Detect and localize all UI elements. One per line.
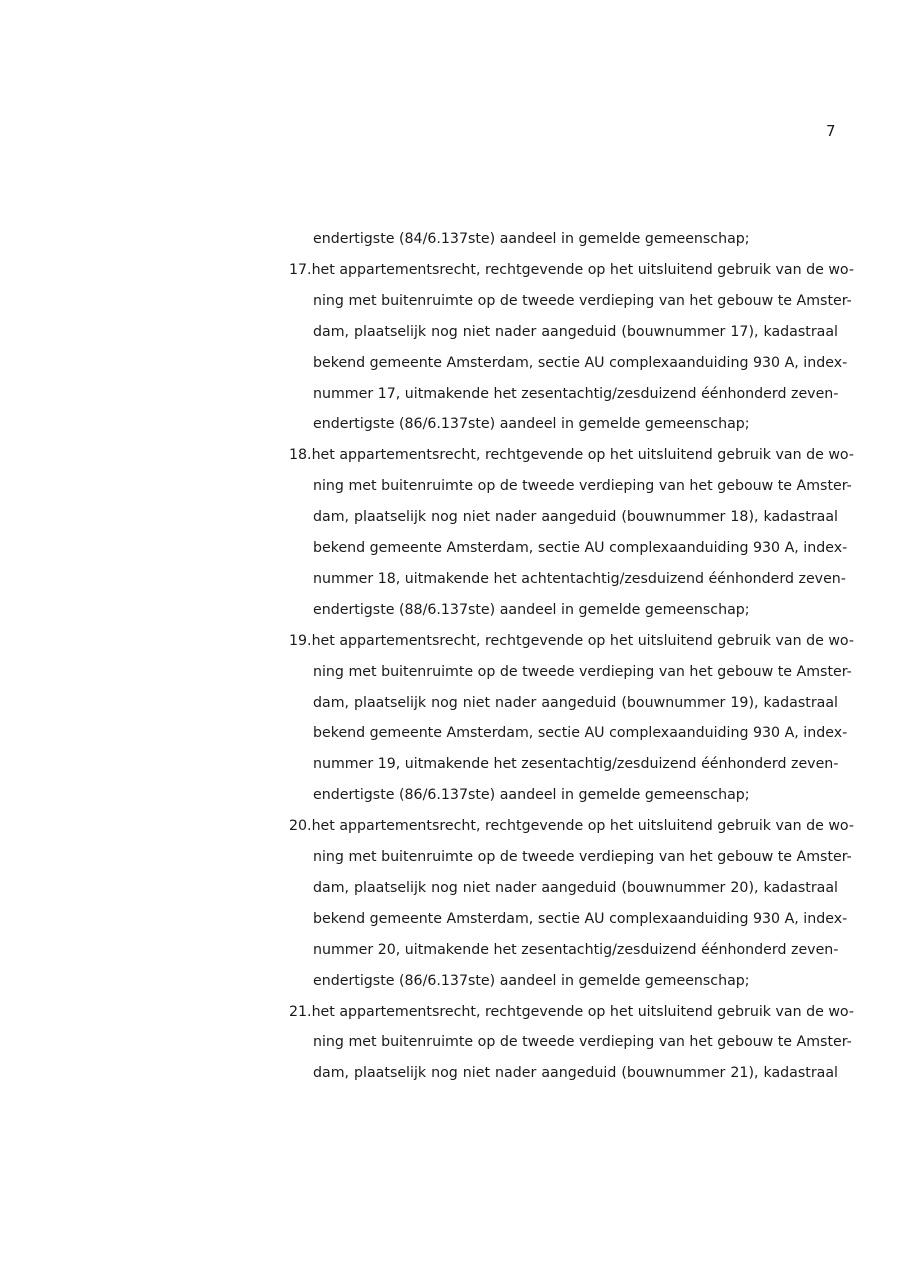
text-line: nummer 20, uitmakende het zesentachtig/zesduizend éénhonderd zeven- bbox=[313, 941, 839, 958]
text-line: ning met buitenruimte op de tweede verdieping van het gebouw te Amster- bbox=[313, 478, 852, 495]
list-item-start-line: 18.het appartementsrecht, rechtgevende op het uitsluitend gebruik van de wo- bbox=[289, 447, 854, 464]
text-line: nummer 17, uitmakende het zesentachtig/zesduizend éénhonderd zeven- bbox=[313, 385, 839, 402]
page-number: 7 bbox=[826, 122, 836, 140]
text-line: bekend gemeente Amsterdam, sectie AU complexaanduiding 930 A, index- bbox=[313, 910, 848, 927]
text-line: dam, plaatselijk nog niet nader aangeduid (bouwnummer 18), kadastraal bbox=[313, 509, 838, 526]
text-line: endertigste (84/6.137ste) aandeel in gemelde gemeenschap; bbox=[313, 231, 750, 247]
list-item-start-line: 21.het appartementsrecht, rechtgevende op het uitsluitend gebruik van de wo- bbox=[289, 1003, 854, 1020]
text-line: endertigste (86/6.137ste) aandeel in gemelde gemeenschap; bbox=[313, 787, 750, 804]
text-line: endertigste (88/6.137ste) aandeel in gemelde gemeenschap; bbox=[313, 601, 750, 618]
text-line: ning met buitenruimte op de tweede verdieping van het gebouw te Amster- bbox=[313, 292, 852, 309]
list-item-start-line: 19.het appartementsrecht, rechtgevende op het uitsluitend gebruik van de wo- bbox=[289, 632, 854, 649]
text-line: ning met buitenruimte op de tweede verdieping van het gebouw te Amster- bbox=[313, 1034, 852, 1051]
text-line: ning met buitenruimte op de tweede verdieping van het gebouw te Amster- bbox=[313, 849, 852, 865]
text-line: bekend gemeente Amsterdam, sectie AU complexaanduiding 930 A, index- bbox=[313, 725, 848, 742]
text-line: dam, plaatselijk nog niet nader aangeduid (bouwnummer 20), kadastraal bbox=[313, 879, 838, 896]
text-line: bekend gemeente Amsterdam, sectie AU complexaanduiding 930 A, index- bbox=[313, 354, 848, 371]
list-item-start-line: 20.het appartementsrecht, rechtgevende op het uitsluitend gebruik van de wo- bbox=[289, 818, 854, 835]
text-line: endertigste (86/6.137ste) aandeel in gemelde gemeenschap; bbox=[313, 416, 750, 433]
text-line: dam, plaatselijk nog niet nader aangeduid (bouwnummer 21), kadastraal bbox=[313, 1065, 838, 1082]
list-item-start-line: 17.het appartementsrecht, rechtgevende op het uitsluitend gebruik van de wo- bbox=[289, 261, 854, 278]
text-line: dam, plaatselijk nog niet nader aangeduid (bouwnummer 17), kadastraal bbox=[313, 323, 838, 340]
text-line: nummer 19, uitmakende het zesentachtig/zesduizend éénhonderd zeven- bbox=[313, 756, 839, 773]
text-line: dam, plaatselijk nog niet nader aangeduid (bouwnummer 19), kadastraal bbox=[313, 694, 838, 711]
text-line: bekend gemeente Amsterdam, sectie AU complexaanduiding 930 A, index- bbox=[313, 540, 848, 556]
text-line: ning met buitenruimte op de tweede verdieping van het gebouw te Amster- bbox=[313, 663, 852, 680]
text-line: endertigste (86/6.137ste) aandeel in gemelde gemeenschap; bbox=[313, 972, 750, 989]
text-line: nummer 18, uitmakende het achtentachtig/zesduizend éénhonderd zeven- bbox=[313, 570, 846, 587]
